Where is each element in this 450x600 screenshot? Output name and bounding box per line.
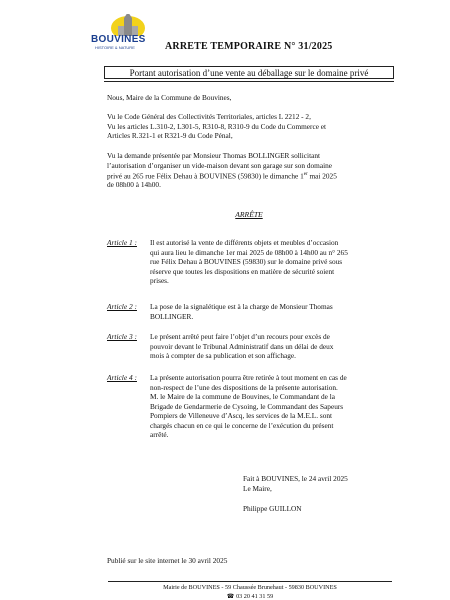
article-4-line: non-respect de l’une des dispositions de la présente autorisation. (150, 382, 338, 392)
footer-phone (108, 593, 392, 600)
footer-phone-number: 03 20 41 31 59 (236, 593, 274, 600)
subject-underline (104, 81, 394, 82)
article-4-line: arrêté. (150, 430, 169, 439)
footer-divider (108, 581, 392, 582)
preamble-demande-line1: Vu la demande présentée par Monsieur Thomas BOLLINGER sollicitant (107, 151, 321, 160)
article-1-line: rue Félix Dehau à BOUVINES (59830) sur le domaine privé sous (150, 257, 343, 266)
article-4-line: chargés chacun en ce qui le concerne de l’exécution du présent (150, 420, 334, 430)
document-title: ARRETE TEMPORAIRE N° 31/2025 (165, 41, 333, 52)
preamble-vu-code-penal: Articles R.321-1 et R321-9 du Code Pénal, (107, 131, 233, 140)
preamble-vu-code-general: Vu le Code Général des Collectivités Territoriales, articles L 2212 - 2, (107, 112, 311, 121)
article-2-line: BOLLINGER. (150, 311, 194, 321)
arrete-heading: ARRÊTE (235, 210, 263, 219)
article-3-line: pouvoir devant le Tribunal Administratif dans un délai de deux (150, 341, 334, 351)
published-note: Publié sur le site internet le 30 avril 2025 (107, 556, 228, 565)
article-3-line: Le présent arrêté peut faire l’objet d’un recours pour excès de (150, 332, 330, 341)
article-2-label: Article 2 : (107, 302, 137, 311)
article-1-line: prises. (150, 276, 169, 285)
subject-box: Portant autorisation d’une vente au déballage sur le domaine privé (104, 66, 394, 79)
footer-address: Mairie de BOUVINES - 59 Chaussée Brunehaut - 59830 BOUVINES (163, 584, 337, 591)
article-4-line: La présente autorisation pourra être retirée à tout moment en cas de (150, 373, 347, 382)
article-3-label: Article 3 : (107, 332, 137, 341)
preamble-demande-line3: privé au 265 rue Félix Dehau à BOUVINES (59830) le dimanche 1er mai 2025 (107, 171, 337, 181)
article-1-label: Article 1 : (107, 238, 137, 247)
article-1-line: réserve que toutes les dispositions en matière de sécurité soient (150, 266, 335, 276)
article-4-label: Article 4 : (107, 373, 137, 382)
preamble-demande-line2: l’autorisation d’organiser un vide-maison devant son garage sur son domaine (107, 160, 332, 170)
article-1-line: Il est autorisé la vente de différents objets et meubles d’occasion (150, 238, 339, 247)
signature-name: Philippe GUILLON (243, 504, 302, 513)
signature-role: Le Maire, (243, 484, 272, 493)
preamble-demande-line4: de 08h00 à 14h00. (107, 179, 161, 189)
logo-tagline: HISTOIRE & NATURE (95, 45, 135, 50)
article-1-line: qui aura lieu le dimanche 1er mai 2025 de 08h00 à 14h00 au n° 265 (150, 247, 348, 257)
article-2-line: La pose de la signalétique est à la charge de Monsieur Thomas (150, 302, 333, 311)
bouvines-logo (88, 14, 158, 54)
article-4-line: M. le Maire de la commune de Bouvines, le Commandant de la (150, 392, 336, 401)
article-4-line: Pompiers de Villeneuve d’Ascq, les services de la M.E.L. sont (150, 411, 333, 420)
preamble-intro: Nous, Maire de la Commune de Bouvines, (107, 93, 232, 102)
article-4-line: Brigade de Gendarmerie de Cysoing, le Commandant des Sapeurs (150, 401, 344, 411)
signature-place-date: Fait à BOUVINES, le 24 avril 2025 (243, 474, 348, 483)
article-3-line: mois à compter de sa publication et son affichage. (150, 351, 296, 360)
phone-icon: ☎ (226, 593, 237, 600)
preamble-vu-code-commerce: Vu les articles L.310-2, L301-5, R310-8, R310-9 du Code du Commerce et (107, 121, 327, 131)
logo-name: BOUVINES (91, 34, 146, 45)
